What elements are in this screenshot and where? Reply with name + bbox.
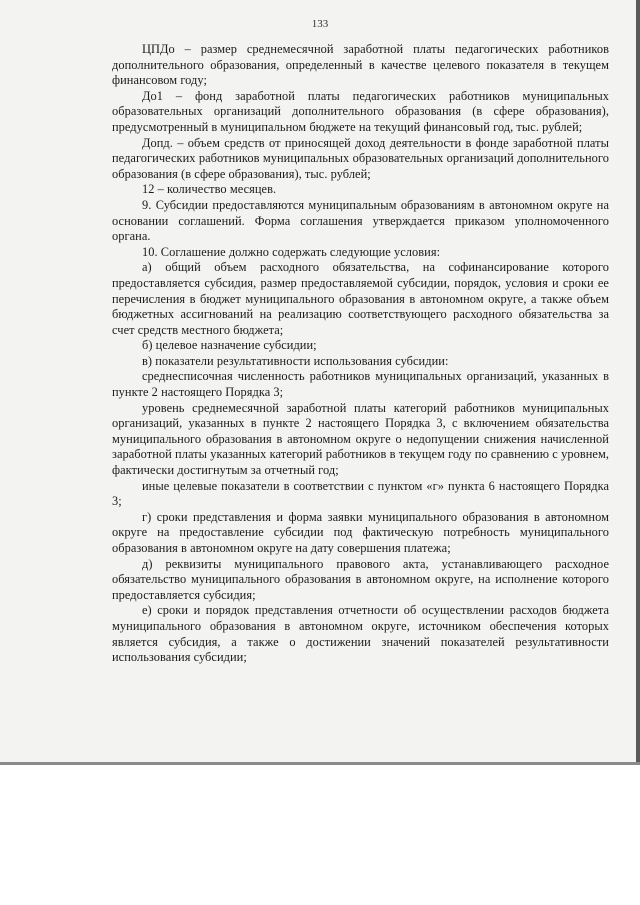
document-body xyxy=(112,42,609,666)
paragraph-do1-definition: До1 – фонд заработной платы педагогических работников муниципальных образовательных организаций дополнительного образования (в сфере образования), предусмотренный в муниципальном бюджете на текущий финансовый год, тыс. рублей; xyxy=(112,88,609,134)
scan-edge-bottom xyxy=(0,762,640,765)
paragraph-item-g: г) сроки представления и форма заявки муниципального образования в автономном округе на предоставление субсидии под фактическую потребность муниципального образования в автономном округе на дату совершения платежа; xyxy=(112,509,609,555)
paragraph-item-a: а) общий объем расходного обязательства, на софинансирование которого предоставляется субсидия, размер предоставляемой субсидии, порядок, условия и сроки ее перечисления в бюджет муниципального образования в автономном округе, а также объем бюджетных ассигнований на реализацию соответствующего расходного обязательства за счет средств местного бюджета; xyxy=(112,260,609,337)
paragraph-item-v: в) показатели результативности использования субсидии: xyxy=(142,353,449,368)
paragraph-indicator-headcount: среднесписочная численность работников муниципальных организаций, указанных в пункте 2 настоящего Порядка 3; xyxy=(112,369,609,400)
paragraph-cpdo-definition: ЦПДо – размер среднемесячной заработной платы педагогических работников дополнительного образования, определенный в качестве целевого показателя в текущем финансовом году; xyxy=(112,42,609,88)
paragraph-item-b: б) целевое назначение субсидии; xyxy=(142,338,317,353)
paragraph-clause-9: 9. Субсидии предоставляются муниципальным образованиям в автономном округе на основании соглашений. Форма соглашения утверждается приказом уполномоченного органа. xyxy=(112,197,609,244)
paragraph-months: 12 – количество месяцев. xyxy=(142,182,277,197)
paragraph-dopd-definition: Допд. – объем средств от приносящей доход деятельности в фонде заработной платы педагогических работников муниципальных образовательных организаций дополнительного образования (в сфере образования), тыс. рублей; xyxy=(112,135,609,181)
page-number: 133 xyxy=(311,18,329,30)
scan-edge-right xyxy=(636,0,640,765)
paragraph-clause-10: 10. Соглашение должно содержать следующие условия: xyxy=(142,244,441,259)
paragraph-item-d: д) реквизиты муниципального правового акта, устанавливающего расходное обязательство муниципального образования в автономном округе, на исполнение которого предоставляется субсидия; xyxy=(112,556,609,602)
paragraph-item-e: е) сроки и порядок представления отчетности об осуществлении расходов бюджета муниципального образования в автономном округе, источником обеспечения которых является субсидия, а также о достижении значений показателей результативности использования субсидии; xyxy=(112,603,609,665)
paragraph-indicator-salary: уровень среднемесячной заработной платы категорий работников муниципальных организаций, указанных в пункте 2 настоящего Порядка 3, с включением обязательства муниципального образования в автономном округе о недопущении снижения начисленной заработной платы указанных категорий работников в текущем году по сравнению с уровнем, фактически достигнутым за отчетный год; xyxy=(112,400,609,478)
paragraph-indicator-other: иные целевые показатели в соответствии с пунктом «г» пункта 6 настоящего Порядка 3; xyxy=(112,478,609,509)
